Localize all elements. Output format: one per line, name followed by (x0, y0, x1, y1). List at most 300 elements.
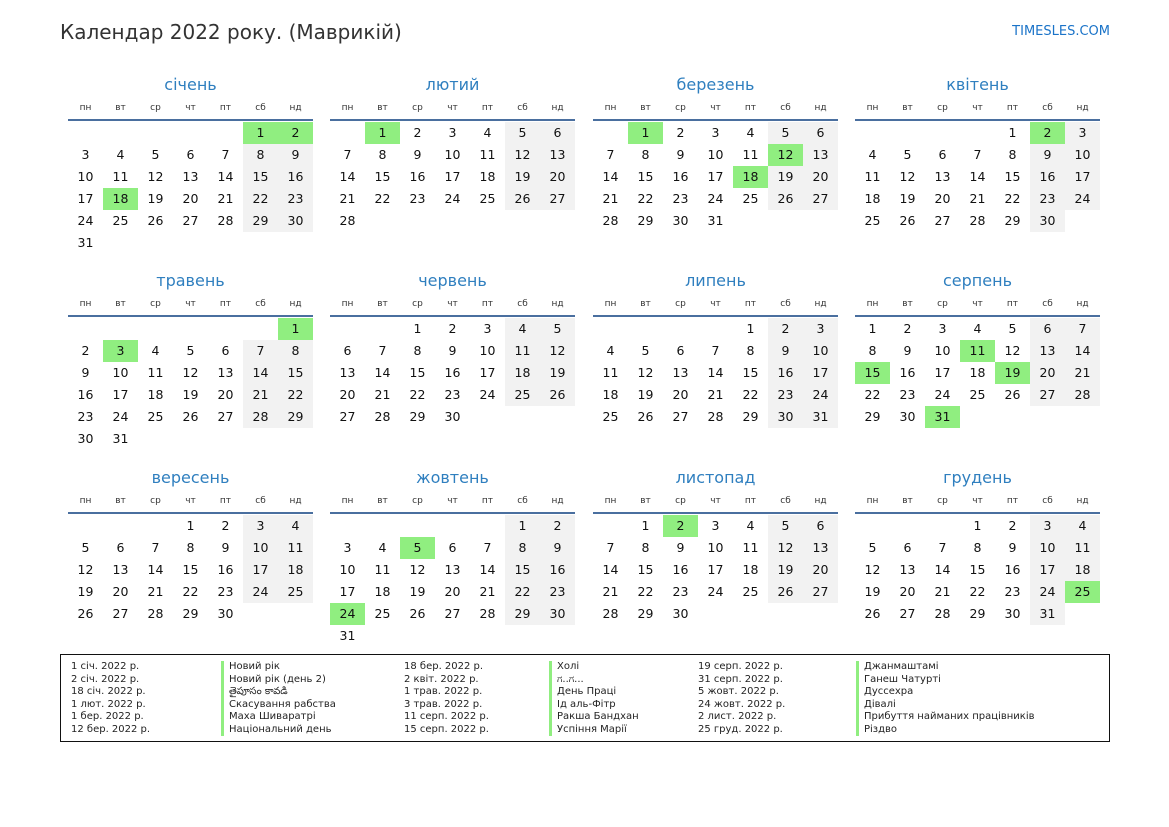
day-cell: 7 (151, 540, 160, 555)
day-cell: 18 (969, 365, 986, 380)
day-cell: 31 (112, 431, 129, 446)
day-cell: 28 (147, 606, 164, 621)
holiday-names-column (856, 661, 1035, 736)
day-cell: 21 (969, 191, 986, 206)
empty-cell (890, 122, 925, 144)
day-cell: 6 (938, 147, 947, 162)
empty-cell (855, 122, 890, 144)
day-cell: 1 (973, 518, 982, 533)
day-cell: 8 (505, 537, 540, 559)
weekday-label: ср (675, 103, 686, 113)
weekday-label: чт (972, 496, 983, 506)
day-cell: 17 (339, 584, 356, 599)
empty-cell (925, 515, 960, 537)
day-grid (68, 122, 313, 254)
day-cell: 17 (803, 362, 838, 384)
day-cell: 24 (112, 409, 129, 424)
day-cell: 22 (742, 387, 759, 402)
day-cell: 5 (768, 122, 803, 144)
day-cell: 14 (602, 169, 619, 184)
weekday-label: пн (866, 103, 879, 113)
weekday-label: нд (551, 103, 564, 113)
day-cell: 4 (973, 321, 982, 336)
day-cell: 23 (444, 387, 461, 402)
weekday-label: сб (255, 103, 266, 113)
day-cell: 26 (409, 606, 426, 621)
day-cell: 24 (330, 603, 365, 625)
empty-cell (68, 318, 103, 340)
weekday-label: чт (972, 103, 983, 113)
day-grid (68, 515, 313, 625)
day-cell: 1 (746, 321, 755, 336)
holiday-date: 1 січ. 2022 р. (71, 661, 140, 672)
day-cell: 10 (77, 169, 94, 184)
day-cell: 23 (278, 188, 313, 210)
holiday-date: 1 трав. 2022 р. (404, 686, 483, 697)
day-cell: 28 (479, 606, 496, 621)
day-cell: 23 (672, 191, 689, 206)
empty-cell (278, 603, 313, 625)
day-cell: 8 (641, 540, 650, 555)
day-cell: 6 (903, 540, 912, 555)
day-cell: 24 (1065, 188, 1100, 210)
day-cell: 17 (243, 559, 278, 581)
day-cell: 23 (672, 584, 689, 599)
day-cell: 6 (803, 122, 838, 144)
day-cell: 21 (339, 191, 356, 206)
day-cell: 20 (339, 387, 356, 402)
empty-cell (960, 406, 995, 428)
month-5 (68, 269, 313, 450)
month-name: березень (676, 75, 755, 94)
empty-cell (925, 122, 960, 144)
day-cell: 23 (1030, 188, 1065, 210)
empty-cell (138, 318, 173, 340)
day-cell: 20 (444, 584, 461, 599)
day-cell: 29 (742, 409, 759, 424)
day-cell: 10 (707, 147, 724, 162)
day-cell: 2 (540, 515, 575, 537)
day-cell: 7 (606, 540, 615, 555)
day-cell: 31 (925, 406, 960, 428)
day-cell: 15 (1004, 169, 1021, 184)
day-cell: 29 (637, 213, 654, 228)
weekday-label: ср (150, 103, 161, 113)
empty-cell (960, 122, 995, 144)
day-cell: 11 (602, 365, 619, 380)
day-cell: 17 (479, 365, 496, 380)
empty-cell (365, 515, 400, 537)
holiday-name: Ганеш Чатурті (864, 673, 941, 685)
day-cell: 18 (733, 166, 768, 188)
weekday-label: пн (866, 496, 879, 506)
weekday-label: ср (937, 496, 948, 506)
empty-cell (138, 428, 173, 450)
day-cell: 16 (77, 387, 94, 402)
weekday-label: пт (481, 496, 494, 506)
day-cell: 11 (112, 169, 129, 184)
empty-cell (470, 406, 505, 428)
day-cell: 8 (641, 147, 650, 162)
day-cell: 27 (217, 409, 234, 424)
day-cell: 5 (186, 343, 195, 358)
brand-link[interactable]: TIMESLES.COM (1012, 24, 1110, 39)
holiday-name: Новий рік (день 2) (229, 673, 326, 685)
day-cell: 29 (969, 606, 986, 621)
month-11 (593, 466, 838, 625)
day-cell: 14 (969, 169, 986, 184)
weekday-label: чт (710, 299, 721, 309)
holiday-name: తైపూసం కావడి (229, 686, 288, 697)
empty-cell (593, 122, 628, 144)
day-cell: 17 (1065, 166, 1100, 188)
weekday-label: нд (289, 496, 302, 506)
day-cell: 8 (186, 540, 195, 555)
empty-cell (173, 318, 208, 340)
day-cell: 15 (374, 169, 391, 184)
month-name: жовтень (416, 468, 489, 487)
day-cell: 25 (278, 581, 313, 603)
day-cell: 27 (182, 213, 199, 228)
weekday-label: чт (185, 299, 196, 309)
day-cell: 20 (540, 166, 575, 188)
weekday-label: вт (640, 299, 651, 309)
empty-cell (505, 625, 540, 647)
empty-cell (435, 210, 470, 232)
day-cell: 1 (186, 518, 195, 533)
empty-cell (278, 232, 313, 254)
month-4 (855, 73, 1100, 232)
day-cell: 25 (742, 191, 759, 206)
day-cell: 8 (413, 343, 422, 358)
day-cell: 21 (374, 387, 391, 402)
weekday-label: сб (780, 103, 791, 113)
holiday-date: 2 лист. 2022 р. (698, 711, 777, 722)
day-cell: 13 (803, 537, 838, 559)
day-cell: 4 (1065, 515, 1100, 537)
day-cell: 3 (1065, 122, 1100, 144)
day-cell: 2 (768, 318, 803, 340)
day-cell: 18 (103, 188, 138, 210)
weekday-label: сб (1042, 496, 1053, 506)
day-cell: 8 (378, 147, 387, 162)
day-cell: 22 (1004, 191, 1021, 206)
holiday-date: 5 жовт. 2022 р. (698, 686, 779, 697)
day-grid (330, 318, 575, 428)
day-cell: 11 (278, 537, 313, 559)
day-cell: 30 (540, 603, 575, 625)
day-cell: 17 (444, 169, 461, 184)
day-cell: 12 (505, 144, 540, 166)
day-cell: 24 (803, 384, 838, 406)
day-cell: 15 (969, 562, 986, 577)
day-cell: 14 (1065, 340, 1100, 362)
day-cell: 19 (505, 166, 540, 188)
day-cell: 19 (182, 387, 199, 402)
day-cell: 16 (444, 365, 461, 380)
day-cell: 3 (711, 125, 720, 140)
day-cell: 21 (602, 191, 619, 206)
day-cell: 26 (899, 213, 916, 228)
day-cell: 31 (803, 406, 838, 428)
weekday-label: сб (517, 299, 528, 309)
day-cell: 1 (243, 122, 278, 144)
day-cell: 15 (243, 166, 278, 188)
weekday-header (855, 293, 1100, 317)
holiday-name: Холі (557, 661, 580, 672)
weekday-label: сб (1042, 299, 1053, 309)
day-cell: 4 (505, 318, 540, 340)
empty-cell (138, 515, 173, 537)
day-cell: 28 (969, 213, 986, 228)
empty-cell (278, 428, 313, 450)
day-cell: 24 (77, 213, 94, 228)
day-cell: 4 (151, 343, 160, 358)
weekday-label: ср (150, 496, 161, 506)
month-7 (593, 269, 838, 428)
day-cell: 17 (77, 191, 94, 206)
day-cell: 9 (221, 540, 230, 555)
day-grid (593, 122, 838, 232)
holiday-date: 24 жовт. 2022 р. (698, 698, 786, 710)
day-cell: 20 (1030, 362, 1065, 384)
day-cell: 2 (1008, 518, 1017, 533)
day-cell: 28 (339, 213, 356, 228)
empty-cell (768, 210, 803, 232)
weekday-label: вт (377, 299, 388, 309)
day-cell: 5 (768, 515, 803, 537)
weekday-label: вт (115, 496, 126, 506)
weekday-label: вт (115, 103, 126, 113)
day-cell: 20 (672, 387, 689, 402)
empty-cell (365, 210, 400, 232)
day-cell: 27 (444, 606, 461, 621)
day-cell: 16 (672, 169, 689, 184)
month-name: травень (156, 271, 225, 290)
day-cell: 6 (803, 515, 838, 537)
day-cell: 13 (339, 365, 356, 380)
weekday-label: пт (744, 103, 757, 113)
empty-cell (68, 515, 103, 537)
day-cell: 16 (672, 562, 689, 577)
day-cell: 7 (973, 147, 982, 162)
day-cell: 4 (278, 515, 313, 537)
day-cell: 15 (409, 365, 426, 380)
empty-cell (540, 406, 575, 428)
day-cell: 15 (742, 365, 759, 380)
day-cell: 5 (505, 122, 540, 144)
day-cell: 3 (1030, 515, 1065, 537)
day-cell: 3 (103, 340, 138, 362)
day-cell: 1 (1008, 125, 1017, 140)
day-cell: 27 (899, 606, 916, 621)
month-name: січень (164, 75, 217, 94)
empty-cell (1030, 406, 1065, 428)
month-name: грудень (943, 468, 1012, 487)
holiday-name: ಗ..ಗ... (557, 673, 584, 685)
empty-cell (593, 515, 628, 537)
day-cell: 6 (1030, 318, 1065, 340)
holiday-dates-column (71, 661, 221, 736)
weekday-header (855, 490, 1100, 514)
holiday-date: 1 бер. 2022 р. (71, 711, 144, 722)
day-cell: 12 (637, 365, 654, 380)
holiday-date: 2 січ. 2022 р. (71, 673, 140, 685)
day-cell: 19 (409, 584, 426, 599)
month-name: листопад (675, 468, 756, 487)
holiday-name: Маха Шиваратрі (229, 711, 316, 722)
day-cell: 28 (707, 409, 724, 424)
empty-cell (173, 232, 208, 254)
day-cell: 13 (672, 365, 689, 380)
weekday-header (330, 490, 575, 514)
day-cell: 9 (540, 537, 575, 559)
day-cell: 23 (540, 581, 575, 603)
day-cell: 22 (505, 581, 540, 603)
day-grid (855, 318, 1100, 428)
empty-cell (138, 122, 173, 144)
day-cell: 21 (1065, 362, 1100, 384)
day-cell: 27 (1030, 384, 1065, 406)
weekday-label: нд (814, 496, 827, 506)
day-cell: 22 (637, 584, 654, 599)
weekday-label: ср (412, 299, 423, 309)
month-6 (330, 269, 575, 428)
weekday-label: нд (1076, 496, 1089, 506)
day-cell: 16 (768, 362, 803, 384)
day-cell: 2 (221, 518, 230, 533)
empty-cell (1065, 406, 1100, 428)
day-cell: 2 (663, 515, 698, 537)
day-cell: 30 (672, 606, 689, 621)
day-cell: 26 (147, 213, 164, 228)
day-cell: 29 (278, 406, 313, 428)
day-cell: 24 (444, 191, 461, 206)
day-cell: 17 (707, 169, 724, 184)
month-1 (68, 73, 313, 254)
holiday-dates-column (404, 661, 554, 736)
day-cell: 2 (1030, 122, 1065, 144)
month-12 (855, 466, 1100, 625)
holiday-name: Джанмаштамі (864, 661, 939, 672)
day-cell: 4 (746, 518, 755, 533)
weekday-label: пн (604, 299, 617, 309)
day-cell: 10 (112, 365, 129, 380)
day-cell: 28 (602, 606, 619, 621)
weekday-label: чт (710, 103, 721, 113)
day-cell: 2 (903, 321, 912, 336)
day-cell: 14 (602, 562, 619, 577)
day-cell: 13 (899, 562, 916, 577)
holiday-name: День Праці (557, 686, 617, 697)
weekday-label: нд (814, 103, 827, 113)
day-cell: 27 (803, 581, 838, 603)
day-cell: 26 (505, 188, 540, 210)
day-cell: 22 (409, 387, 426, 402)
day-cell: 23 (77, 409, 94, 424)
weekday-label: нд (551, 496, 564, 506)
weekday-label: чт (972, 299, 983, 309)
day-cell: 20 (112, 584, 129, 599)
day-cell: 9 (413, 147, 422, 162)
day-cell: 27 (112, 606, 129, 621)
empty-cell (470, 515, 505, 537)
empty-cell (435, 515, 470, 537)
holiday-date: 25 груд. 2022 р. (698, 723, 783, 735)
weekday-header (330, 97, 575, 121)
day-cell: 12 (540, 340, 575, 362)
holiday-name: Дуссехра (864, 686, 914, 697)
empty-cell (505, 406, 540, 428)
day-cell: 16 (409, 169, 426, 184)
empty-cell (628, 318, 663, 340)
day-cell: 18 (374, 584, 391, 599)
weekday-label: пн (79, 299, 92, 309)
weekday-label: сб (780, 496, 791, 506)
holiday-date: 19 серп. 2022 р. (698, 661, 783, 672)
weekday-label: вт (640, 496, 651, 506)
empty-cell (995, 406, 1030, 428)
weekday-label: сб (255, 496, 266, 506)
day-cell: 30 (217, 606, 234, 621)
day-cell: 12 (1004, 343, 1021, 358)
empty-cell (890, 515, 925, 537)
day-cell: 1 (641, 518, 650, 533)
day-cell: 9 (1008, 540, 1017, 555)
day-cell: 7 (938, 540, 947, 555)
day-cell: 30 (899, 409, 916, 424)
weekday-label: чт (447, 299, 458, 309)
day-cell: 15 (637, 169, 654, 184)
day-cell: 13 (540, 144, 575, 166)
day-cell: 31 (707, 213, 724, 228)
empty-cell (803, 603, 838, 625)
empty-cell (698, 318, 733, 340)
weekday-header (68, 490, 313, 514)
day-cell: 15 (278, 362, 313, 384)
day-cell: 20 (899, 584, 916, 599)
day-cell: 27 (540, 188, 575, 210)
day-cell: 1 (413, 321, 422, 336)
day-grid (330, 122, 575, 232)
day-cell: 5 (1008, 321, 1017, 336)
day-cell: 26 (182, 409, 199, 424)
holiday-names-column (221, 661, 336, 736)
day-cell: 26 (540, 384, 575, 406)
empty-cell (243, 603, 278, 625)
day-cell: 26 (768, 581, 803, 603)
weekday-header (330, 293, 575, 317)
day-cell: 10 (339, 562, 356, 577)
day-cell: 17 (112, 387, 129, 402)
day-cell: 31 (1030, 603, 1065, 625)
day-cell: 30 (1004, 606, 1021, 621)
day-cell: 13 (444, 562, 461, 577)
page-title: Календар 2022 року. (Маврикій) (60, 20, 402, 44)
day-cell: 9 (1030, 144, 1065, 166)
weekday-label: пн (341, 496, 354, 506)
empty-cell (138, 232, 173, 254)
day-cell: 20 (217, 387, 234, 402)
day-cell: 30 (278, 210, 313, 232)
day-cell: 25 (742, 584, 759, 599)
day-cell: 11 (374, 562, 391, 577)
day-cell: 10 (1065, 144, 1100, 166)
day-cell: 29 (505, 603, 540, 625)
day-cell: 14 (217, 169, 234, 184)
month-name: серпень (943, 271, 1012, 290)
day-cell: 17 (1030, 559, 1065, 581)
